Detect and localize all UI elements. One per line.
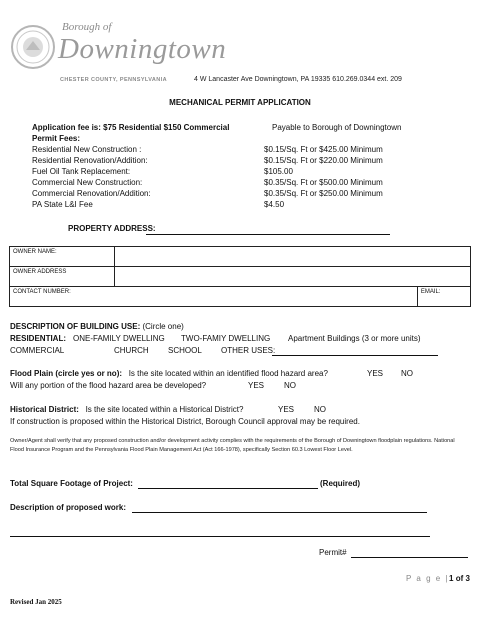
logo-county: CHESTER COUNTY, PENNSYLVANIA xyxy=(60,77,167,83)
building-use-heading: DESCRIPTION OF BUILDING USE: (Circle one) xyxy=(10,322,184,331)
description-field-line-1[interactable] xyxy=(132,512,427,513)
fee-row-value: $0.15/Sq. Ft or $220.00 Minimum xyxy=(264,156,383,165)
borough-seal-logo xyxy=(10,24,56,70)
flood-question-1: Flood Plain (circle yes or no): Is the site located within an identified flood hazard area? xyxy=(10,369,328,378)
flood-q2-no[interactable]: NO xyxy=(284,381,296,390)
contact-number-field[interactable] xyxy=(10,287,418,307)
flood-q1-yes[interactable]: YES xyxy=(367,369,384,378)
application-fee-label: Application fee is: $75 Residential $150 Commercial xyxy=(32,123,230,132)
historic-yes[interactable]: YES xyxy=(278,405,295,414)
fee-row-label: Commercial Renovation/Addition: xyxy=(32,189,151,198)
owner-address-label: OWNER ADDRESS xyxy=(10,267,115,287)
option-church[interactable]: CHURCH xyxy=(114,346,149,355)
borough-address: 4 W Lancaster Ave Downingtown, PA 19335 610.269.0344 ext. 209 xyxy=(194,76,402,83)
fee-row-label: Residential New Construction : xyxy=(32,145,142,154)
fee-row-value: $105.00 xyxy=(264,167,293,176)
other-uses-label: OTHER USES: xyxy=(221,346,276,355)
fee-row-value: $0.15/Sq. Ft or $425.00 Minimum xyxy=(264,145,383,154)
option-apartments[interactable]: Apartment Buildings (3 or more units) xyxy=(288,334,421,343)
owner-address-field[interactable] xyxy=(115,267,471,287)
compliance-note: Owner/Agent shall verify that any proposed construction and/or development activity complies with the requirements of the Borough of Downingtown floodplain regulations. National Flood Insurance Program and the Pennsylvania Flood Plain Management Act (Act 166-1978), specifically Section 60.3 Lowest Floor Level. xyxy=(10,438,455,453)
owner-name-label: OWNER NAME: xyxy=(10,247,115,267)
fee-row-value: $0.35/Sq. Ft or $500.00 Minimum xyxy=(264,178,383,187)
email-label: EMAIL: xyxy=(420,289,441,295)
sq-footage-required: (Required) xyxy=(320,479,360,488)
flood-q1-no[interactable]: NO xyxy=(401,369,413,378)
option-two-family[interactable]: TWO-FAMIY DWELLING xyxy=(181,334,271,343)
description-field-line-2[interactable] xyxy=(10,536,430,537)
residential-label: RESIDENTIAL: xyxy=(10,334,66,343)
historic-no[interactable]: NO xyxy=(314,405,326,414)
sq-footage-label: Total Square Footage of Project: xyxy=(10,479,133,488)
contact-number-label: CONTACT NUMBER: xyxy=(13,289,71,295)
fee-row-label: Commercial New Construction: xyxy=(32,178,143,187)
logo-borough-of: Borough of xyxy=(62,21,112,33)
option-school[interactable]: SCHOOL xyxy=(168,346,202,355)
fee-row-label: PA State L&I Fee xyxy=(32,200,93,209)
revised-date: Revised Jan 2025 xyxy=(10,598,62,606)
description-label: Description of proposed work: xyxy=(10,503,127,512)
historic-question: Historical District: Is the site located within a Historical District? xyxy=(10,405,244,414)
property-address-field[interactable] xyxy=(146,234,390,235)
fee-row-label: Fuel Oil Tank Replacement: xyxy=(32,167,131,176)
fee-row-label: Residential Renovation/Addition: xyxy=(32,156,148,165)
payable-to: Payable to Borough of Downingtown xyxy=(272,123,402,132)
option-commercial[interactable]: COMMERCIAL xyxy=(10,346,65,355)
fee-row-value: $0.35/Sq. Ft or $250.00 Minimum xyxy=(264,189,383,198)
property-address-label: PROPERTY ADDRESS: xyxy=(68,224,156,233)
owner-name-field[interactable] xyxy=(115,247,471,267)
sq-footage-field[interactable] xyxy=(138,488,318,489)
owner-info-table xyxy=(9,246,471,307)
other-uses-field[interactable] xyxy=(272,355,438,356)
flood-question-2: Will any portion of the flood hazard area be developed? xyxy=(10,381,207,390)
historic-note: If construction is proposed within the Historical District, Borough Council approval may be required. xyxy=(10,417,360,426)
email-field[interactable] xyxy=(417,287,470,307)
page-number: P a g e |1 of 3 xyxy=(406,574,470,583)
option-one-family[interactable]: ONE-FAMILY DWELLING xyxy=(73,334,165,343)
logo-downingtown: Downingtown xyxy=(58,33,227,65)
permit-number-label: Permit# xyxy=(319,548,347,557)
page-title: MECHANICAL PERMIT APPLICATION xyxy=(169,98,311,107)
permit-number-field[interactable] xyxy=(351,557,468,558)
flood-q2-yes[interactable]: YES xyxy=(248,381,265,390)
fee-row-value: $4.50 xyxy=(264,200,285,209)
permit-fees-label: Permit Fees: xyxy=(32,134,81,143)
